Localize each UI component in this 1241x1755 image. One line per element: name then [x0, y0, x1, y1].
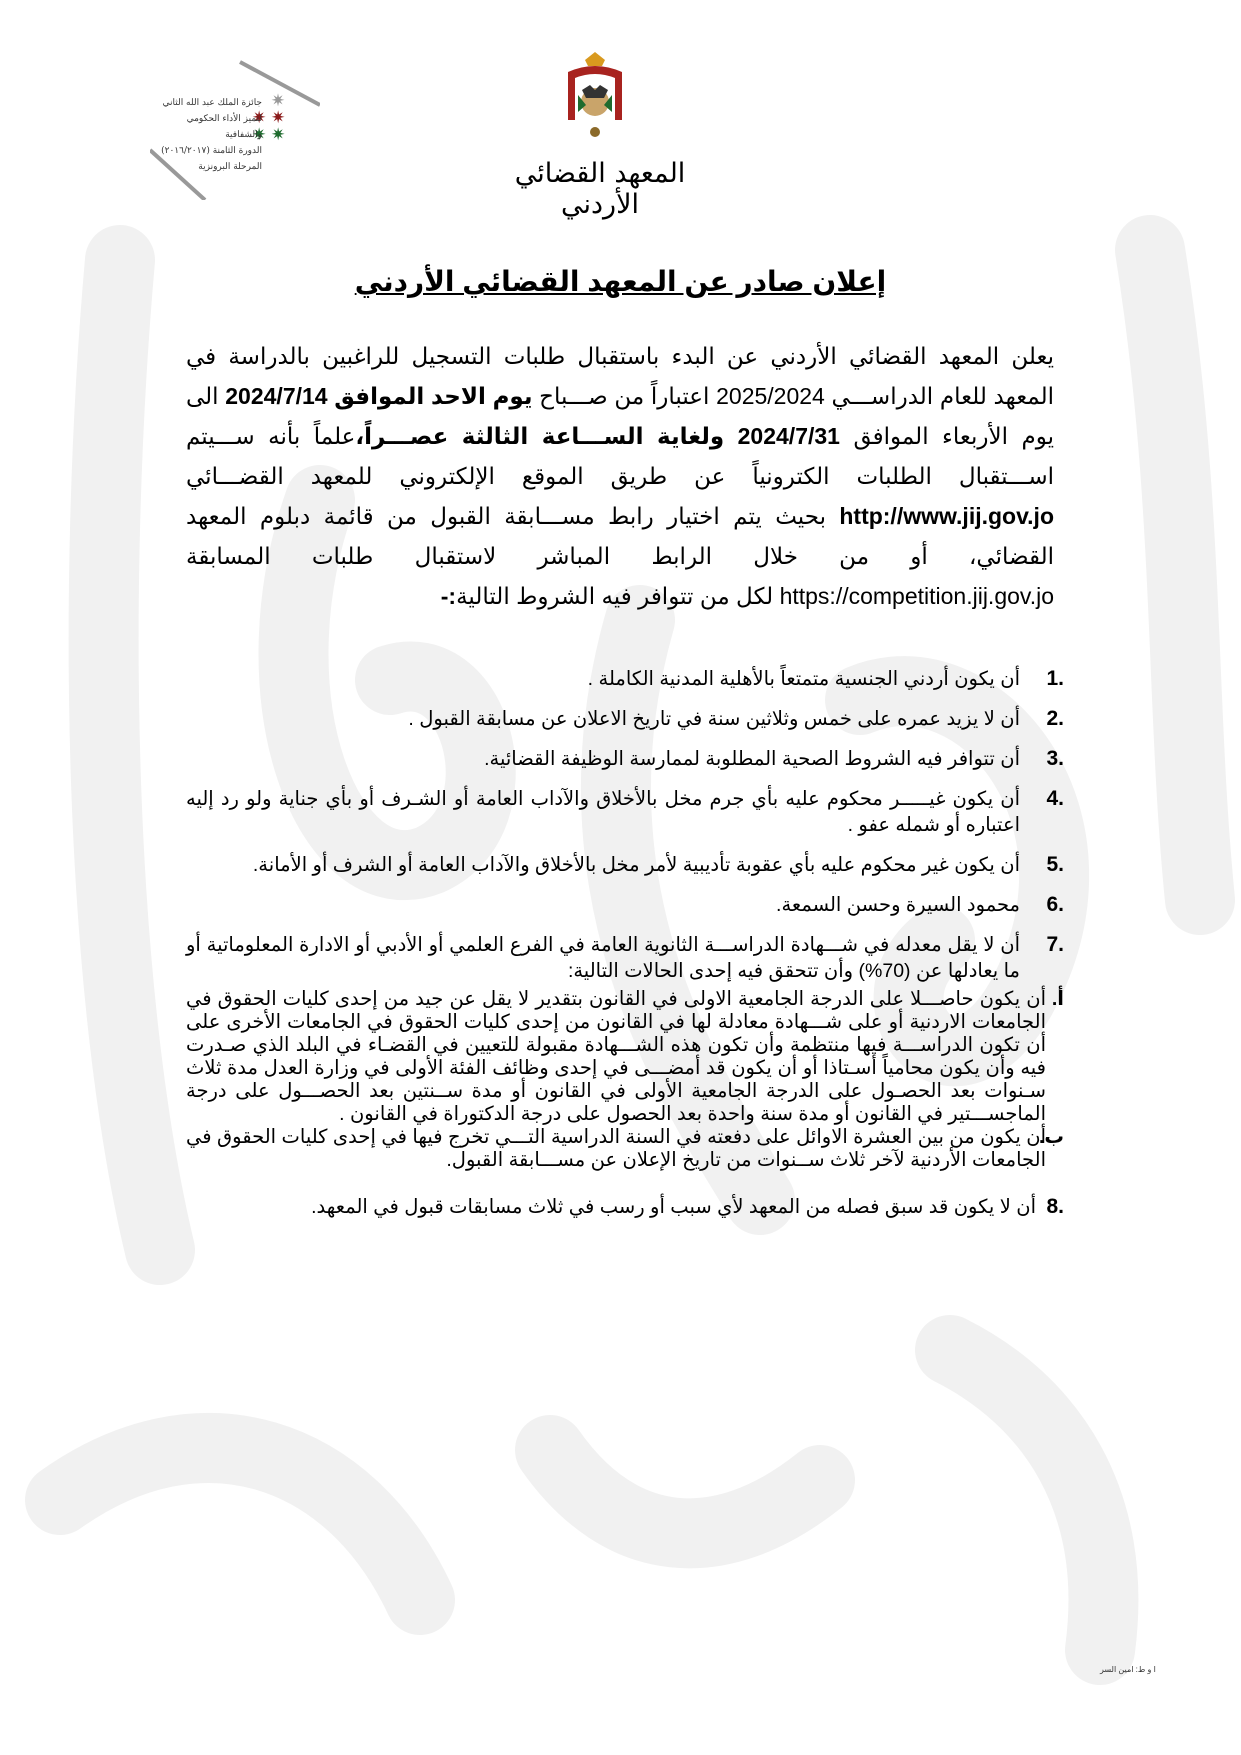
intro-text: لكل من تتوافر فيه الشروط التالية: [456, 583, 780, 609]
sub-condition-item: [186, 1126, 1064, 1172]
award-stars-icon: ✷ ✷ ✷ ✷ ✷: [252, 91, 286, 144]
page-title: إعلان صادر عن المعهد القضائي الأردني: [354, 266, 887, 297]
intro-text: يعلن المعهد القضائي الأردني عن البدء باستقبال طلبات التسجيل للراغبين بالدراسة في المعهد للعام الدراســـي 2025/2024 اعتباراً من صـــباح: [186, 343, 1054, 409]
sub-condition-letter: أ.: [1051, 988, 1064, 1010]
start-date: يوم الاحد الموافق 2024/7/14: [225, 383, 533, 409]
condition-item: [186, 932, 1064, 984]
condition-number: 8.: [1046, 1195, 1064, 1218]
intro-text: :-: [440, 583, 457, 609]
website-link[interactable]: http://www.jij.gov.jo: [839, 503, 1054, 529]
condition-number: 5.: [1046, 853, 1064, 876]
sub-conditions: [186, 988, 1064, 1172]
condition-item: [186, 1194, 1064, 1220]
condition-item: [186, 892, 1064, 918]
condition-item: [186, 746, 1064, 772]
condition-text: أن لا يزيد عمره على خمس وثلاثين سنة في تاريخ الاعلان عن مسابقة القبول .: [408, 708, 1020, 730]
condition-text: أن يكون غيـــــر محكوم عليه بأي جرم مخل بالأخلاق والآداب العامة أو الشـرف أو بأي جناية ولو رد إليه اعتباره أو شمله عفو .: [186, 788, 1020, 836]
condition-number: 4.: [1046, 787, 1064, 810]
condition-number: 3.: [1046, 747, 1064, 770]
condition-text: أن يكون غير محكوم عليه بأي عقوبة تأديبية لأمر مخل بالأخلاق والآداب العامة أو الشرف أو الأمانة.: [252, 854, 1020, 876]
footer-initials: ا و ط: امين السر: [1100, 1665, 1156, 1674]
intro-paragraph: [186, 336, 1054, 616]
condition-number: 6.: [1046, 893, 1064, 916]
king-abdullah-award-logo: [150, 60, 320, 200]
condition-item: [186, 786, 1064, 838]
condition-text: أن لا يقل معدله في شـــهادة الدراســـة الثانوية العامة في الفرع العلمي أو الأدبي أو الادارة المعلوماتية أو ما يعادلها عن (70%) وأن تتحقق فيه إحدى الحالات التالية:: [186, 934, 1020, 982]
condition-number: 2.: [1046, 707, 1064, 730]
award-line: جائزة الملك عبد الله الثاني: [162, 98, 262, 108]
end-date: 2024/7/31 ولغاية الســـاعة الثالثة عصـــراً،: [355, 423, 840, 449]
sub-condition-letter: ب.: [1038, 1126, 1064, 1148]
conditions-list: [186, 666, 1064, 1234]
condition-number: 1.: [1046, 667, 1064, 690]
institute-logo-text: المعهد القضائي الأردني: [514, 158, 686, 220]
sub-condition-item: [186, 988, 1064, 1126]
award-line: لتميز الأداء الحكومي والشفافية: [186, 114, 262, 140]
intro-text: بحيث يتم اختيار رابط مســـابقة القبول من قائمة دبلوم المعهد القضائي، أو من خلال الرابط المباشر لاستقبال طلبات المسابقة: [186, 503, 1054, 569]
condition-text: أن تتوافر فيه الشروط الصحية المطلوبة لممارسة الوظيفة القضائية.: [484, 748, 1020, 770]
condition-text: محمود السيرة وحسن السمعة.: [776, 894, 1020, 916]
jordan-coat-of-arms-icon: [560, 50, 630, 145]
competition-link[interactable]: https://competition.jij.gov.jo: [779, 583, 1054, 609]
intro-text: الى يوم الأربعاء الموافق: [186, 383, 1054, 449]
sub-condition-text: أن يكون حاصـــلا على الدرجة الجامعية الاولى في القانون بتقدير لا يقل عن جيد من إحدى كليات الحقوق في الجامعات الاردنية أو على شـــهادة معادلة لها في القانون من إحدى كليات الحقوق في الجامعات الأخرى على أن تكون الدراســـة فيها منتظمة وأن تكون هذه الشـــهادة مقبولة للتعيين في القضـاء في البلد الذي صـدرت فيه وأن يكون محامياً أسـتاذا أو أن يكون قد أمضـــى في إحدى وظائف الفئة الأولى في وزارة العدل مدة ثلاث سـنوات بعد الحصـول على الدرجة الجامعية الأولى في القانون أو مدة ســنتين بعد الحصـــول على درجة الماجســـتير في القانون أو مدة سنة واحدة بعد الحصول على درجة الدكتوراة في القانون .: [186, 988, 1046, 1125]
condition-text: أن لا يكون قد سبق فصله من المعهد لأي سبب أو رسب في ثلاث مسابقات قبول في المعهد.: [311, 1196, 1036, 1218]
award-line: المرحلة البرونزية: [198, 162, 262, 172]
condition-number: 7.: [1046, 933, 1064, 956]
condition-text: أن يكون أردني الجنسية متمتعاً بالأهلية المدنية الكاملة .: [587, 668, 1020, 690]
condition-item: [186, 852, 1064, 878]
condition-item: [186, 666, 1064, 692]
intro-text: علماً بأنه ســـيتم اســـتقبال الطلبات الكترونياً عن طريق الموقع الإلكتروني للمعهد القضـــائي: [186, 423, 1054, 489]
condition-item: [186, 706, 1064, 732]
award-line: الدورة الثامنة (٢٠١٦/٢٠١٧): [161, 146, 262, 156]
sub-condition-text: أن يكون من بين العشرة الاوائل على دفعته في السنة الدراسية التـــي تخرج فيها في إحدى كليات الحقوق في الجامعات الأردنية لآخر ثلاث ســنوات من تاريخ الإعلان عن مســـابقة القبول.: [186, 1126, 1046, 1171]
